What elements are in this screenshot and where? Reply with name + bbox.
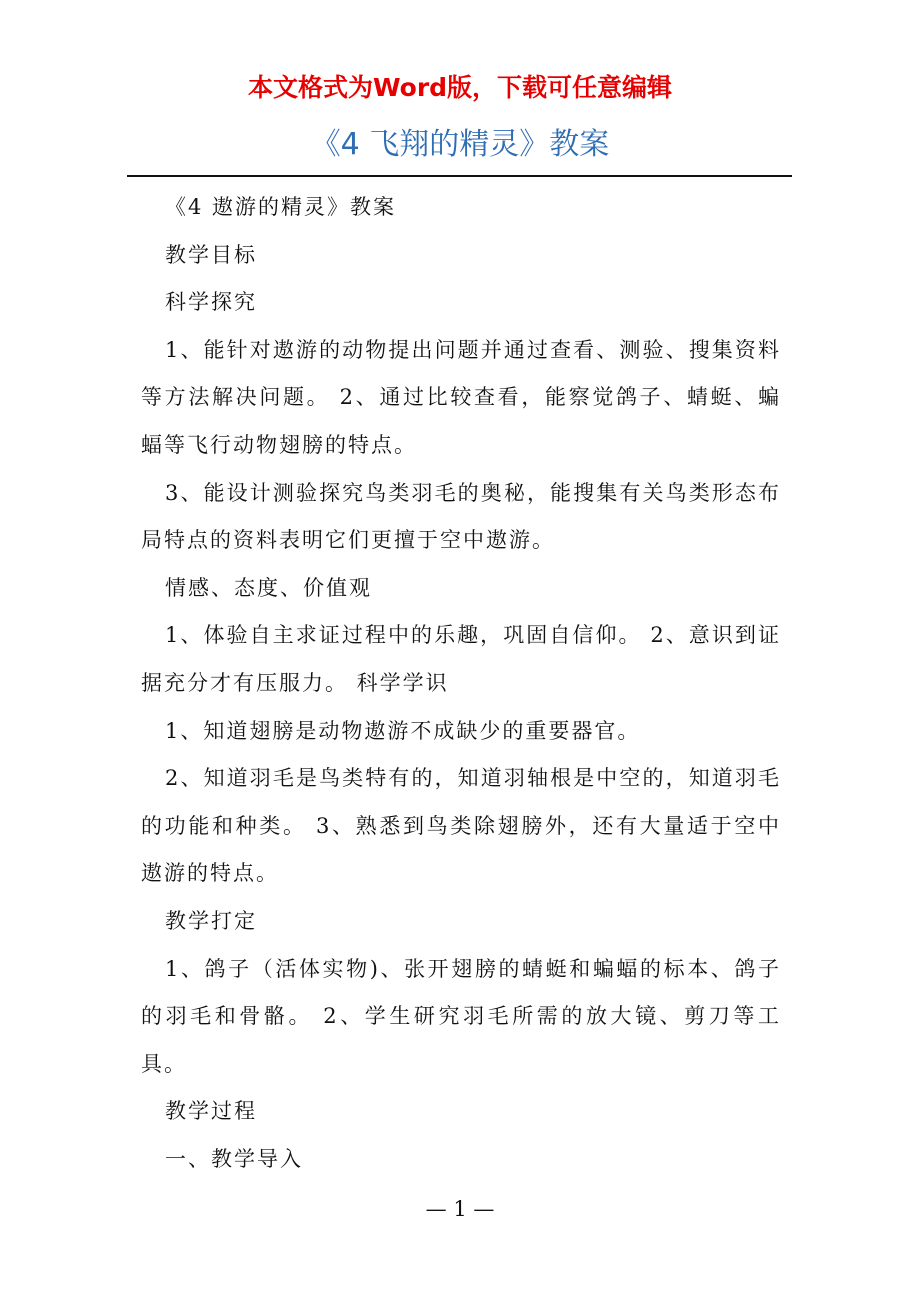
heading-values: 情感、态度、价值观 bbox=[165, 575, 372, 600]
title-divider bbox=[127, 175, 792, 177]
download-notice: 本文格式为Word版，下载可任意编辑 bbox=[247, 73, 673, 102]
paragraph-preparation-items: 1、鸽子（活体实物)、张开翅膀的蜻蜓和蝙蝠的标本、鸽子的羽毛和骨骼。 2、学生研究羽毛所需的放大镜、剪刀等工具。 bbox=[141, 956, 781, 1076]
subtitle-paragraph: 《4 遨游的精灵》教案 bbox=[165, 195, 397, 219]
document-body bbox=[141, 184, 781, 1183]
heading-teaching-preparation: 教学打定 bbox=[165, 908, 257, 933]
heading-science-inquiry: 科学探究 bbox=[165, 290, 257, 315]
paragraph-knowledge-goal-1: 1、知道翅膀是动物遨游不成缺少的重要器官。 bbox=[165, 718, 641, 743]
heading-teaching-process: 教学过程 bbox=[165, 1099, 257, 1124]
heading-teaching-introduction: 一、教学导入 bbox=[165, 1146, 303, 1171]
paragraph-knowledge-goals-2-3: 2、知道羽毛是鸟类特有的，知道羽轴根是中空的，知道羽毛的功能和种类。 3、熟悉到鸟类除翅膀外，还有大量适于空中遨游的特点。 bbox=[141, 766, 781, 886]
page-number: — 1 — bbox=[425, 1197, 495, 1221]
document-title: 《4 飞翔的精灵》教案 bbox=[310, 127, 610, 162]
paragraph-inquiry-goal-3: 3、能设计测验探究鸟类羽毛的奥秘，能搜集有关鸟类形态布局特点的资料表明它们更擅于空中遨游。 bbox=[141, 480, 781, 553]
paragraph-inquiry-goals-1-2: 1、能针对遨游的动物提出问题并通过查看、测验、搜集资料等方法解决问题。 2、通过比较查看，能察觉鸽子、蜻蜓、蝙蝠等飞行动物翅膀的特点。 bbox=[141, 337, 781, 457]
paragraph-values-goals: 1、体验自主求证过程中的乐趣，巩固自信仰。 2、意识到证据充分才有压服力。 科学学识 bbox=[141, 623, 781, 695]
heading-teaching-goals: 教学目标 bbox=[165, 242, 257, 267]
